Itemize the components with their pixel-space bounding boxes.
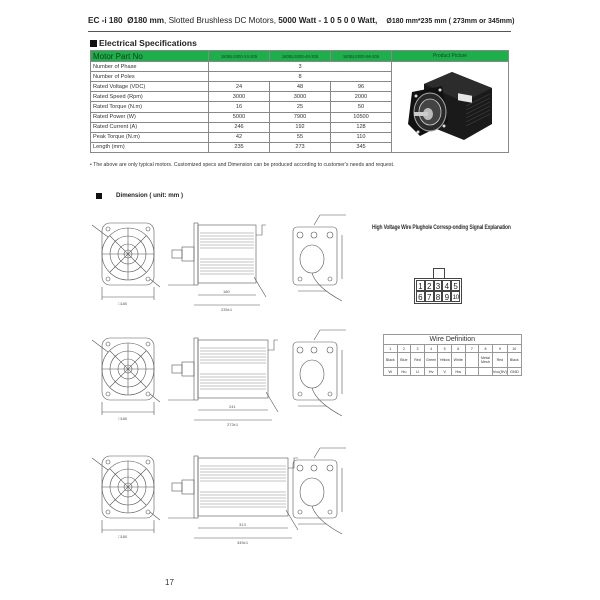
pin: 9 [442, 291, 451, 302]
wire-number-row [384, 345, 522, 353]
header-divider [88, 31, 511, 32]
dimension-section-title [96, 192, 183, 199]
cell-value: 42 [209, 132, 270, 142]
cell-value: 3000 [209, 92, 270, 102]
dimension-drawing-row [88, 207, 368, 317]
pin: 4 [442, 280, 451, 291]
cell-value: 2000 [331, 92, 392, 102]
pin: 6 [416, 291, 425, 302]
row-value: 8 [209, 72, 392, 82]
wire-definition-title: Wire Definition [384, 335, 522, 345]
wire-number-cell: 3 [411, 345, 425, 353]
col-header-24v: 180BLS000-24-305 [209, 51, 270, 62]
cell-value: 48 [270, 82, 331, 92]
side-view-drawing [168, 456, 298, 538]
length-dim-label: 345±1 [237, 540, 249, 545]
wire-color-cell: White [451, 353, 465, 368]
electrical-section-title [90, 38, 197, 48]
cell-value: 273 [270, 142, 331, 152]
header-power: 5000 Watt - 1 0 5 0 0 Watt, [278, 16, 378, 25]
cell-value: 345 [331, 142, 392, 152]
wire-number-cell: 1 [384, 345, 398, 353]
row-label: Rated Voltage (VDC) [91, 82, 209, 92]
wire-color-row [384, 353, 522, 368]
cell-value: 55 [270, 132, 331, 142]
wire-color-cell: Red [492, 353, 507, 368]
cell-value: 96 [331, 82, 392, 92]
row-label: Number of Phase [91, 62, 209, 72]
wire-number-cell: 2 [397, 345, 411, 353]
cell-value: 7900 [270, 112, 331, 122]
col-header-picture: Product Picture [392, 51, 509, 62]
signal-title: High Voltage Wire Plughole Corresp-onding Signal Explanation [372, 224, 511, 231]
rear-view-drawing [293, 448, 346, 534]
bullet-square-icon [90, 40, 97, 47]
pin: 8 [434, 291, 443, 302]
row-label: Rated Torque (N.m) [91, 102, 209, 112]
wire-definition-table [383, 334, 522, 376]
flange-dim-label: □180 [118, 416, 128, 421]
wire-number-cell: 9 [492, 345, 507, 353]
pin-row-bottom [416, 291, 460, 302]
wire-signal-cell: Hu [397, 368, 411, 376]
wire-signal-row [384, 368, 522, 376]
front-view-drawing [92, 223, 160, 300]
cell-value: 192 [270, 122, 331, 132]
electrical-title-text: Electrical Specifications [99, 38, 197, 48]
flange-dim-label: □180 [118, 534, 128, 539]
col-header-48v: 180BLS000-48-305 [270, 51, 331, 62]
wire-color-cell [465, 353, 479, 368]
dimension-drawing-row [88, 322, 368, 432]
cell-value: 5000 [209, 112, 270, 122]
cell-value: 110 [331, 132, 392, 142]
cell-value: 50 [331, 102, 392, 112]
cell-value: 3000 [270, 92, 331, 102]
pin: 7 [425, 291, 434, 302]
row-label: Peak Torque (N.m) [91, 132, 209, 142]
wire-color-cell: Black [507, 353, 521, 368]
page-header [88, 16, 514, 25]
pin: 10 [451, 291, 460, 302]
page-number: 17 [165, 578, 174, 587]
connector-body [414, 278, 462, 304]
wire-signal-cell: GND [507, 368, 521, 376]
pin-row-top [416, 280, 460, 291]
wire-number-cell: 10 [507, 345, 521, 353]
length-dim-label: 235±1 [221, 307, 233, 312]
flange-dim-label: □180 [118, 301, 128, 306]
wire-color-cell: Yellow [438, 353, 452, 368]
wire-color-cell: Green [424, 353, 438, 368]
col-header-96v: 180BLS000-96-305 [331, 51, 392, 62]
wire-number-cell: 6 [451, 345, 465, 353]
spec-note: • The above are only typical motors. Customized specs and Dimension can be produced according to customer's needs and request. [90, 162, 395, 168]
row-label: Rated Power (W) [91, 112, 209, 122]
row-label: Length (mm) [91, 142, 209, 152]
row-value: 3 [209, 62, 392, 72]
body-dim-label: 313 [239, 522, 246, 527]
cell-value: 128 [331, 122, 392, 132]
product-picture-cell [392, 62, 509, 153]
header-diameter: Ø180 mm [127, 16, 165, 25]
wire-signal-cell: U [411, 368, 425, 376]
pin: 1 [416, 280, 425, 291]
wire-signal-cell: Hv [424, 368, 438, 376]
body-dim-label: 180 [223, 289, 230, 294]
wire-signal-cell [479, 368, 493, 376]
dimension-drawing-row [88, 440, 368, 550]
wire-signal-cell: V [438, 368, 452, 376]
wire-signal-cell: Hw [451, 368, 465, 376]
side-view-drawing [168, 338, 278, 420]
wire-number-cell: 4 [424, 345, 438, 353]
wire-signal-cell [465, 368, 479, 376]
table-header-row [91, 51, 509, 62]
row-label: Number of Poles [91, 72, 209, 82]
wire-color-cell: Blue [397, 353, 411, 368]
rear-view-drawing [293, 330, 346, 416]
row-label: Rated Current (A) [91, 122, 209, 132]
body-dim-label: 241 [229, 404, 236, 409]
header-type: , Slotted Brushless DC Motors, [164, 16, 279, 25]
electrical-spec-table [90, 50, 509, 153]
wire-number-cell: 8 [479, 345, 493, 353]
front-view-drawing [92, 338, 160, 415]
wire-signal-cell: Vcc(5V) [492, 369, 507, 374]
wire-number-cell: 5 [438, 345, 452, 353]
pin: 3 [434, 280, 443, 291]
cell-value: 246 [209, 122, 270, 132]
bullet-square-icon [96, 193, 102, 199]
header-model: EC -i 180 [88, 16, 123, 25]
cell-value: 10500 [331, 112, 392, 122]
row-label: Rated Speed (Rpm) [91, 92, 209, 102]
col-header-part-no: Motor Part No [91, 51, 209, 62]
pin: 2 [425, 280, 434, 291]
pin: 5 [451, 280, 460, 291]
side-view-drawing [168, 223, 266, 305]
wire-color-cell: Black [384, 353, 398, 368]
wire-color-cell: Red [411, 353, 425, 368]
wire-color-cell: Metal Mesh [479, 353, 493, 368]
front-view-drawing [92, 456, 160, 533]
dimension-title-text: Dimension ( unit: mm ) [116, 192, 184, 199]
table-row [91, 62, 509, 72]
header-size: Ø180 mm*235 mm ( 273mm or 345mm) [386, 18, 515, 25]
wire-signal-cell: W [384, 368, 398, 376]
cell-value: 24 [209, 82, 270, 92]
length-dim-label: 273±1 [227, 422, 239, 427]
cell-value: 16 [209, 102, 270, 112]
wire-number-cell: 7 [465, 345, 479, 353]
cell-value: 235 [209, 142, 270, 152]
motor-product-image [394, 62, 506, 150]
cell-value: 25 [270, 102, 331, 112]
rear-view-drawing [293, 215, 346, 301]
